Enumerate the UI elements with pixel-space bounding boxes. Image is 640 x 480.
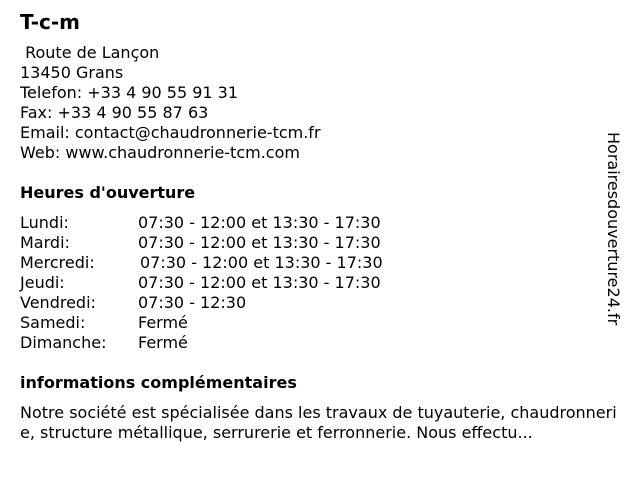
hours-time-value: 07:30 - 12:00 et 13:30 - 17:30 — [138, 213, 381, 232]
hours-row-saturday — [20, 313, 440, 333]
business-name: T-c-m — [20, 10, 80, 34]
email-address[interactable]: Email: contact@chaudronnerie-tcm.fr — [20, 123, 321, 142]
hours-row-sunday — [20, 333, 440, 353]
phone-number[interactable]: Telefon: +33 4 90 55 91 31 — [20, 83, 239, 102]
hours-time-value: Fermé — [138, 333, 188, 352]
hours-row-friday — [20, 293, 440, 313]
hours-time-value: Fermé — [138, 313, 188, 332]
hours-row-tuesday — [20, 233, 440, 253]
opening-hours-table — [20, 213, 440, 353]
hours-time-value: 07:30 - 12:00 et 13:30 - 17:30 — [140, 253, 383, 272]
hours-day-label: Samedi: — [20, 313, 86, 332]
hours-day-label: Lundi: — [20, 213, 69, 232]
additional-info-text: Notre société est spécialisée dans les travaux de tuyauterie, chaudronnerie, structure métallique, serrurerie et ferronnerie. Nous effectu... — [20, 403, 617, 442]
address-city: 13450 Grans — [20, 63, 124, 82]
hours-time-value: 07:30 - 12:00 et 13:30 - 17:30 — [138, 273, 381, 292]
hours-row-thursday — [20, 273, 440, 293]
contact-block — [20, 43, 580, 163]
address-street: Route de Lançon — [20, 43, 160, 62]
hours-day-label: Mercredi: — [20, 253, 95, 272]
hours-time-value: 07:30 - 12:30 — [138, 293, 247, 312]
hours-day-label: Mardi: — [20, 233, 70, 252]
additional-info-title: informations complémentaires — [20, 373, 297, 392]
hours-day-label: Vendredi: — [20, 293, 96, 312]
opening-hours-title: Heures d'ouverture — [20, 183, 196, 202]
website-link[interactable]: Web: www.chaudronnerie-tcm.com — [20, 143, 300, 162]
hours-time-value: 07:30 - 12:00 et 13:30 - 17:30 — [138, 233, 381, 252]
hours-row-wednesday — [20, 253, 440, 273]
fax-number: Fax: +33 4 90 55 87 63 — [20, 103, 209, 122]
hours-day-label: Jeudi: — [20, 273, 65, 292]
hours-row-monday — [20, 213, 440, 233]
watermark-text: Horairesdouverture24.fr — [604, 132, 623, 326]
hours-day-label: Dimanche: — [20, 333, 107, 352]
watermark — [604, 132, 640, 344]
